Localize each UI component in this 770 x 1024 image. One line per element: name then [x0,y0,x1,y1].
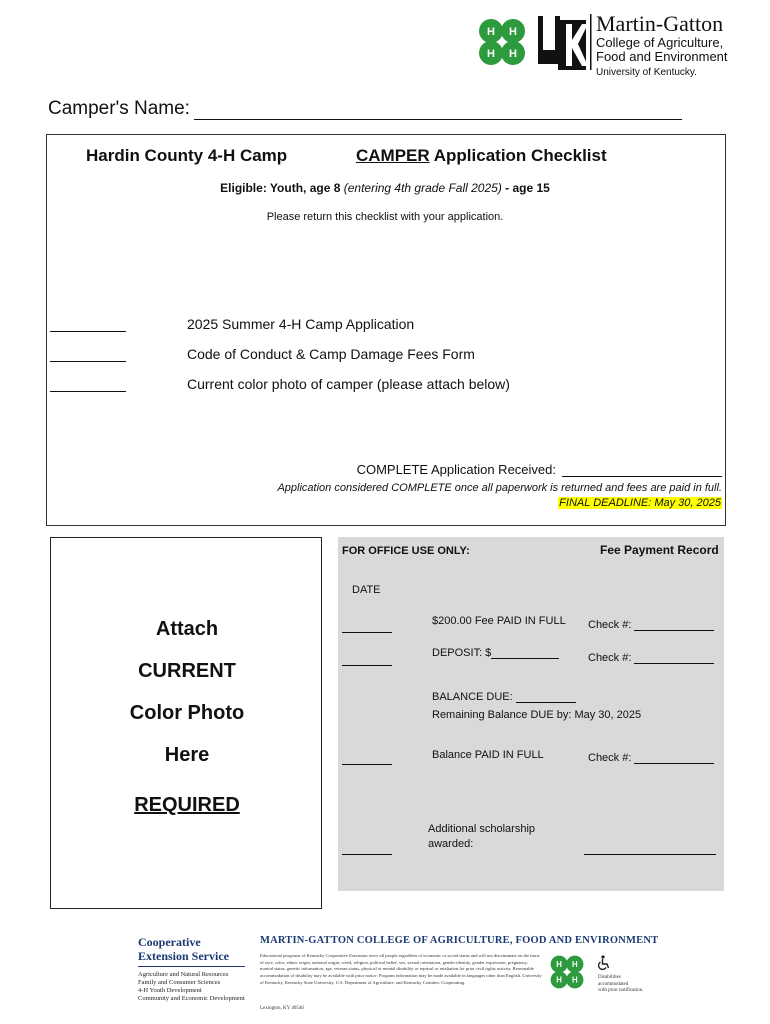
photo-here-line: Here [164,744,210,766]
photo-attach-box[interactable] [50,537,322,909]
college-name-title: Martin-Gatton [596,11,724,36]
checklist-item-label: 2025 Summer 4-H Camp Application [187,316,415,332]
eligibility-line [0,181,770,195]
program-item: 4-H Youth Development [138,986,202,994]
program-item: Agriculture and Natural Resources [138,970,229,978]
wheelchair-icon [596,955,612,971]
checklist-item [50,376,510,392]
remaining-balance-label: Remaining Balance DUE by: May 30, 2025 [432,709,642,721]
balance-due-field[interactable] [516,691,576,703]
date-deposit-field[interactable] [342,654,392,666]
date-paid-full-field[interactable] [342,621,392,633]
checklist-title-camper: CAMPER [356,146,430,165]
checklist-title-rest: Application Checklist [429,146,607,165]
camper-name-field[interactable] [194,101,682,120]
fee-paid-label: $200.00 Fee PAID IN FULL [432,615,566,627]
martin-gatton-footer-title: MARTIN-GATTON COLLEGE OF AGRICULTURE, FOOD AND ENVIRONMENT [260,935,659,946]
cooperative-extension-title: Cooperative [138,935,201,949]
college-name-line3: Food and Environment [596,49,728,65]
program-item: Community and Economic Development [138,994,245,1002]
svg-text:H: H [556,960,562,969]
balance-due-label: BALANCE DUE: [432,691,516,703]
camper-name-row [48,98,682,120]
photo-required-line: REQUIRED [134,794,240,816]
date-balance-paid-field[interactable] [342,753,392,765]
disabilities-line1: Disabilities [598,975,621,980]
eligibility-tail: - age 15 [501,181,550,195]
checklist-blank[interactable] [50,347,126,362]
4h-clover-icon [474,14,530,70]
office-use-heading: FOR OFFICE USE ONLY: [342,545,470,557]
complete-note: Application considered COMPLETE once all paperwork is returned and fees are paid in full. [277,482,722,494]
disabilities-line2: accommodated [598,981,629,987]
checklist-title [356,146,607,166]
check-label: Check #: [588,652,632,664]
check-number-field[interactable] [634,619,714,631]
complete-received-label: COMPLETE Application Received: [356,462,556,477]
svg-text:H: H [509,26,517,38]
checklist-item [50,316,415,332]
complete-received-field[interactable] [562,462,722,477]
uk-logo-icon [536,14,592,70]
college-name-block [596,12,728,78]
eligibility-grade: (entering 4th grade Fall 2025) [343,181,502,195]
check-number-field[interactable] [634,752,714,764]
lexington-address: Lexington, KY 40546 [260,1006,304,1011]
date-label: DATE [352,584,381,596]
svg-text:H: H [556,975,562,985]
disabilities-note [598,975,643,995]
return-note: Please return this checklist with your application. [266,211,504,223]
university-name: University of Kentucky. [596,66,697,78]
photo-current-line: CURRENT [138,660,236,682]
extension-service-title: Extension Service [138,949,245,967]
photo-color-line: Color Photo [129,702,245,724]
checklist-item-label: Code of Conduct & Camp Damage Fees Form [187,346,475,362]
photo-attach-line: Attach [155,618,219,640]
check-label: Check #: [588,752,632,764]
checklist-item [50,346,475,362]
balance-paid-label: Balance PAID IN FULL [432,749,544,761]
program-item: Family and Consumer Sciences [138,978,221,986]
check-number-field[interactable] [634,652,714,664]
check-label: Check #: [588,619,632,631]
fee-payment-record-heading: Fee Payment Record [600,543,719,557]
scholarship-amount-field[interactable] [584,843,716,855]
svg-text:H: H [572,975,578,985]
disabilities-line3: with prior notification. [598,988,644,993]
office-use-box [338,537,724,891]
college-name-line2: College of Agriculture, [596,35,724,51]
nondiscrimination-statement: Educational programs of Kentucky Cooperative Extension serve all people regardless of economic or social status and will not discriminate on the basis of race, color, ethnic origin, national origin, creed, religion, political belief, sex, sexual orientation, gender identity, gender expression, pregnancy, marital status, genetic information, age, veteran status, physical or mental disability or reprisal or retaliation for prior civil rights activity. Reasonable accommodation of disability may be available with prior notice. Program information may be made available in languages other than English. University of Kentucky, Kentucky State University, U.S. Department of Agriculture, and Kentucky Counties, Cooperating. [260,953,542,985]
deposit-label: DEPOSIT: $ [432,647,492,659]
checklist-blank[interactable] [50,377,126,392]
deposit-amount-field[interactable] [491,647,559,659]
svg-text:H: H [487,26,495,38]
date-scholarship-field[interactable] [342,843,392,855]
camper-name-label: Camper's Name: [48,98,190,119]
scholarship-label-line2: awarded: [428,838,474,850]
camp-title: Hardin County 4-H Camp [86,146,288,165]
svg-text:H: H [487,48,495,60]
checklist-blank[interactable] [50,317,126,332]
cooperative-extension-block [138,936,245,1003]
checklist-item-label: Current color photo of camper (please attach below) [187,376,510,392]
final-deadline: FINAL DEADLINE: May 30, 2025 [559,497,721,509]
4h-clover-icon [547,952,587,992]
svg-text:H: H [572,960,578,969]
svg-text:H: H [509,48,517,60]
complete-received-row [357,462,722,477]
eligibility-lead: Eligible: Youth, age 8 [220,181,344,195]
scholarship-label-line1: Additional scholarship [428,823,536,835]
